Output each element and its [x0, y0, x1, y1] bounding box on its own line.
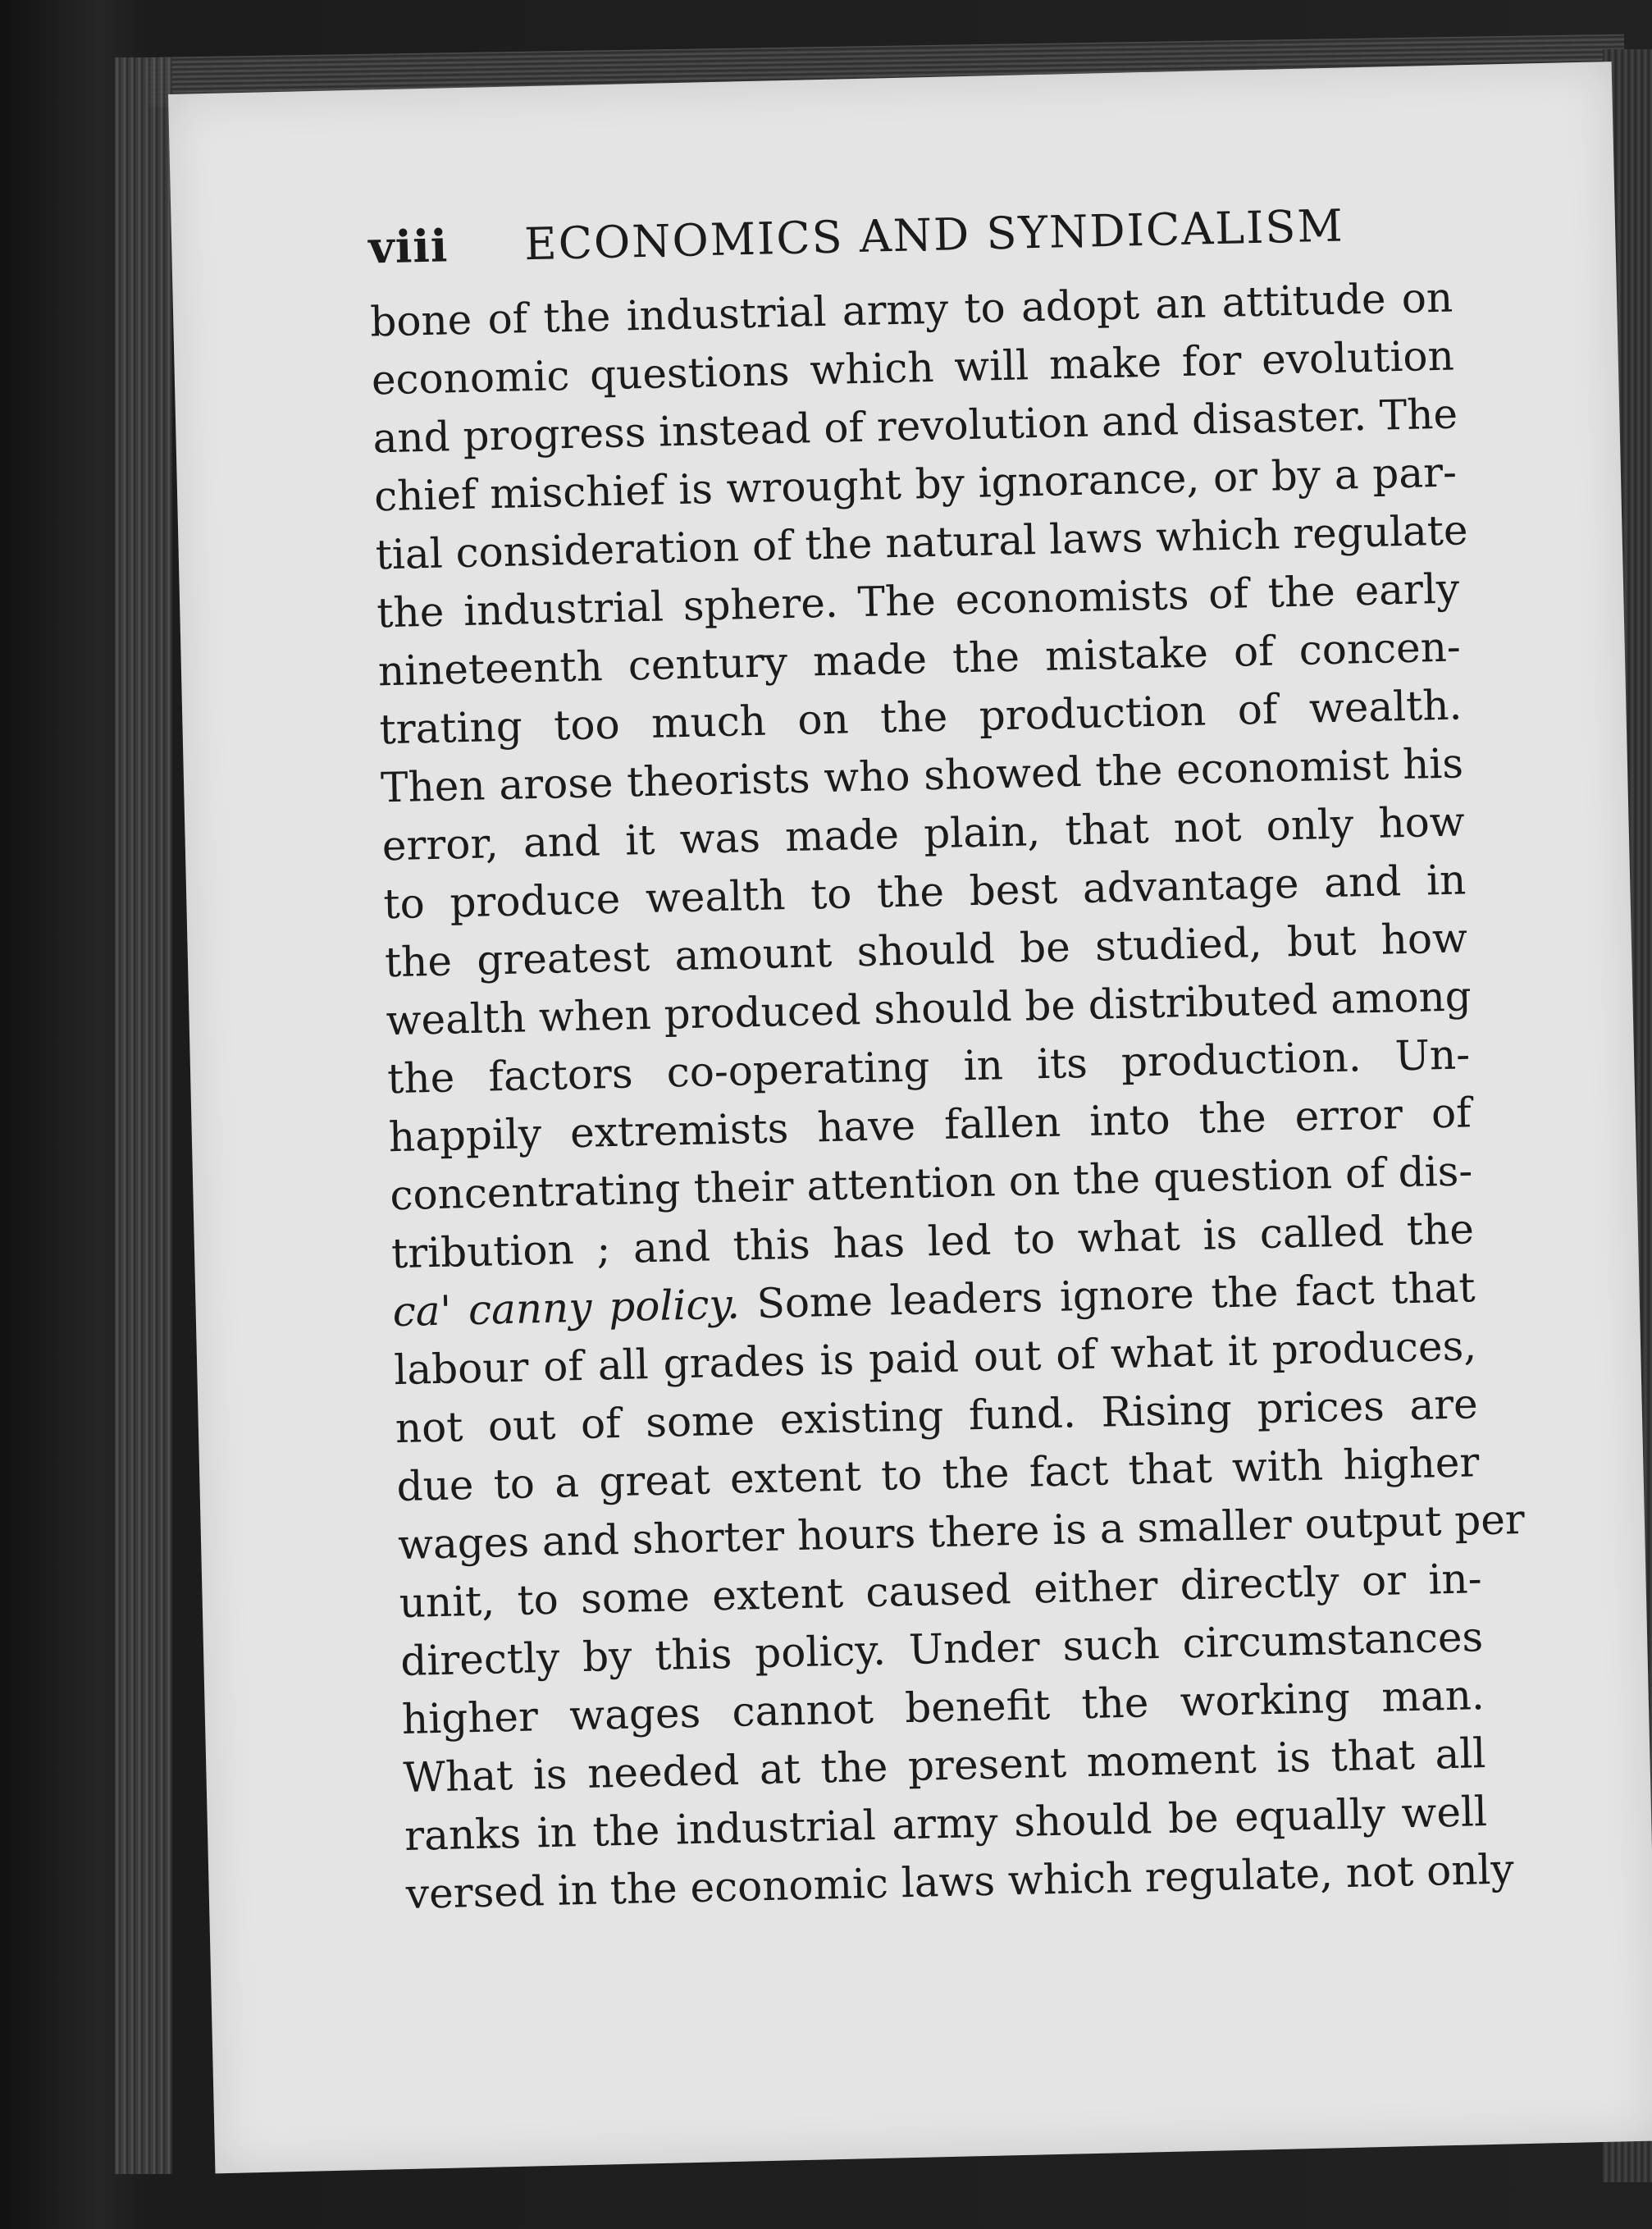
running-header: [368, 197, 1452, 274]
text-line: higher wages cannot benefit the working man.: [401, 1671, 1485, 1744]
text-line: labour of all grades is paid out of what it produces,: [393, 1322, 1477, 1395]
text-line: due to a great extent to the fact that with higher: [395, 1438, 1480, 1511]
text-line: concentrating their attention on the question of dis-: [389, 1147, 1473, 1220]
text-line: unit, to some extent caused either directly or in-: [399, 1555, 1483, 1628]
text-line: trating too much on the production of wealth.: [378, 681, 1463, 754]
text-line: happily extremists have fallen into the error of: [388, 1089, 1472, 1162]
text-line: the greatest amount should be studied, but how: [384, 914, 1468, 987]
text-line: economic questions which will make for evolution: [371, 331, 1455, 404]
text-line: directly by this policy. Under such circumstances: [399, 1613, 1484, 1686]
text-line: Then arose theorists who showed the economist his: [380, 739, 1464, 812]
text-fragment: Some leaders ignore the fact that: [739, 1263, 1476, 1328]
text-line: wages and shorter hours there is a smaller output per: [397, 1495, 1526, 1569]
book-left-edge: [115, 57, 172, 2174]
page-content: [367, 197, 1526, 1924]
text-line: the factors co-operating in its production. Un-: [386, 1030, 1471, 1103]
page-number: viii: [367, 219, 449, 274]
text-line: ranks in the industrial army should be equally well: [404, 1788, 1488, 1860]
book-page: [168, 62, 1652, 2173]
text-line: bone of the industrial army to adopt an attitude on: [369, 273, 1453, 346]
text-line: chief mischief is wrought by ignorance, or by a par-: [373, 448, 1458, 521]
text-line: the industrial sphere. The economists of the early: [376, 564, 1460, 637]
text-line: wealth when produced should be distributed among: [386, 972, 1472, 1045]
text-line: not out of some existing fund. Rising prices are: [395, 1380, 1479, 1453]
body-text: [369, 269, 1526, 1924]
running-title: ECONOMICS AND SYNDICALISM: [523, 199, 1345, 271]
italic-phrase: ca' canny policy.: [392, 1280, 741, 1336]
text-line: tial consideration of the natural laws which regulate: [375, 506, 1469, 579]
text-line: to produce wealth to the best advantage and in: [382, 856, 1467, 929]
text-line: error, and it was made plain, that not only how: [381, 797, 1466, 870]
text-line: and progress instead of revolution and disaster. The: [372, 390, 1458, 463]
text-line: nineteenth century made the mistake of concen-: [377, 623, 1462, 696]
text-line: tribution ; and this has led to what is called the: [390, 1205, 1475, 1278]
text-line: versed in the economic laws which regulate, not only: [405, 1845, 1515, 1918]
text-line: What is needed at the present moment is that all: [402, 1729, 1486, 1802]
